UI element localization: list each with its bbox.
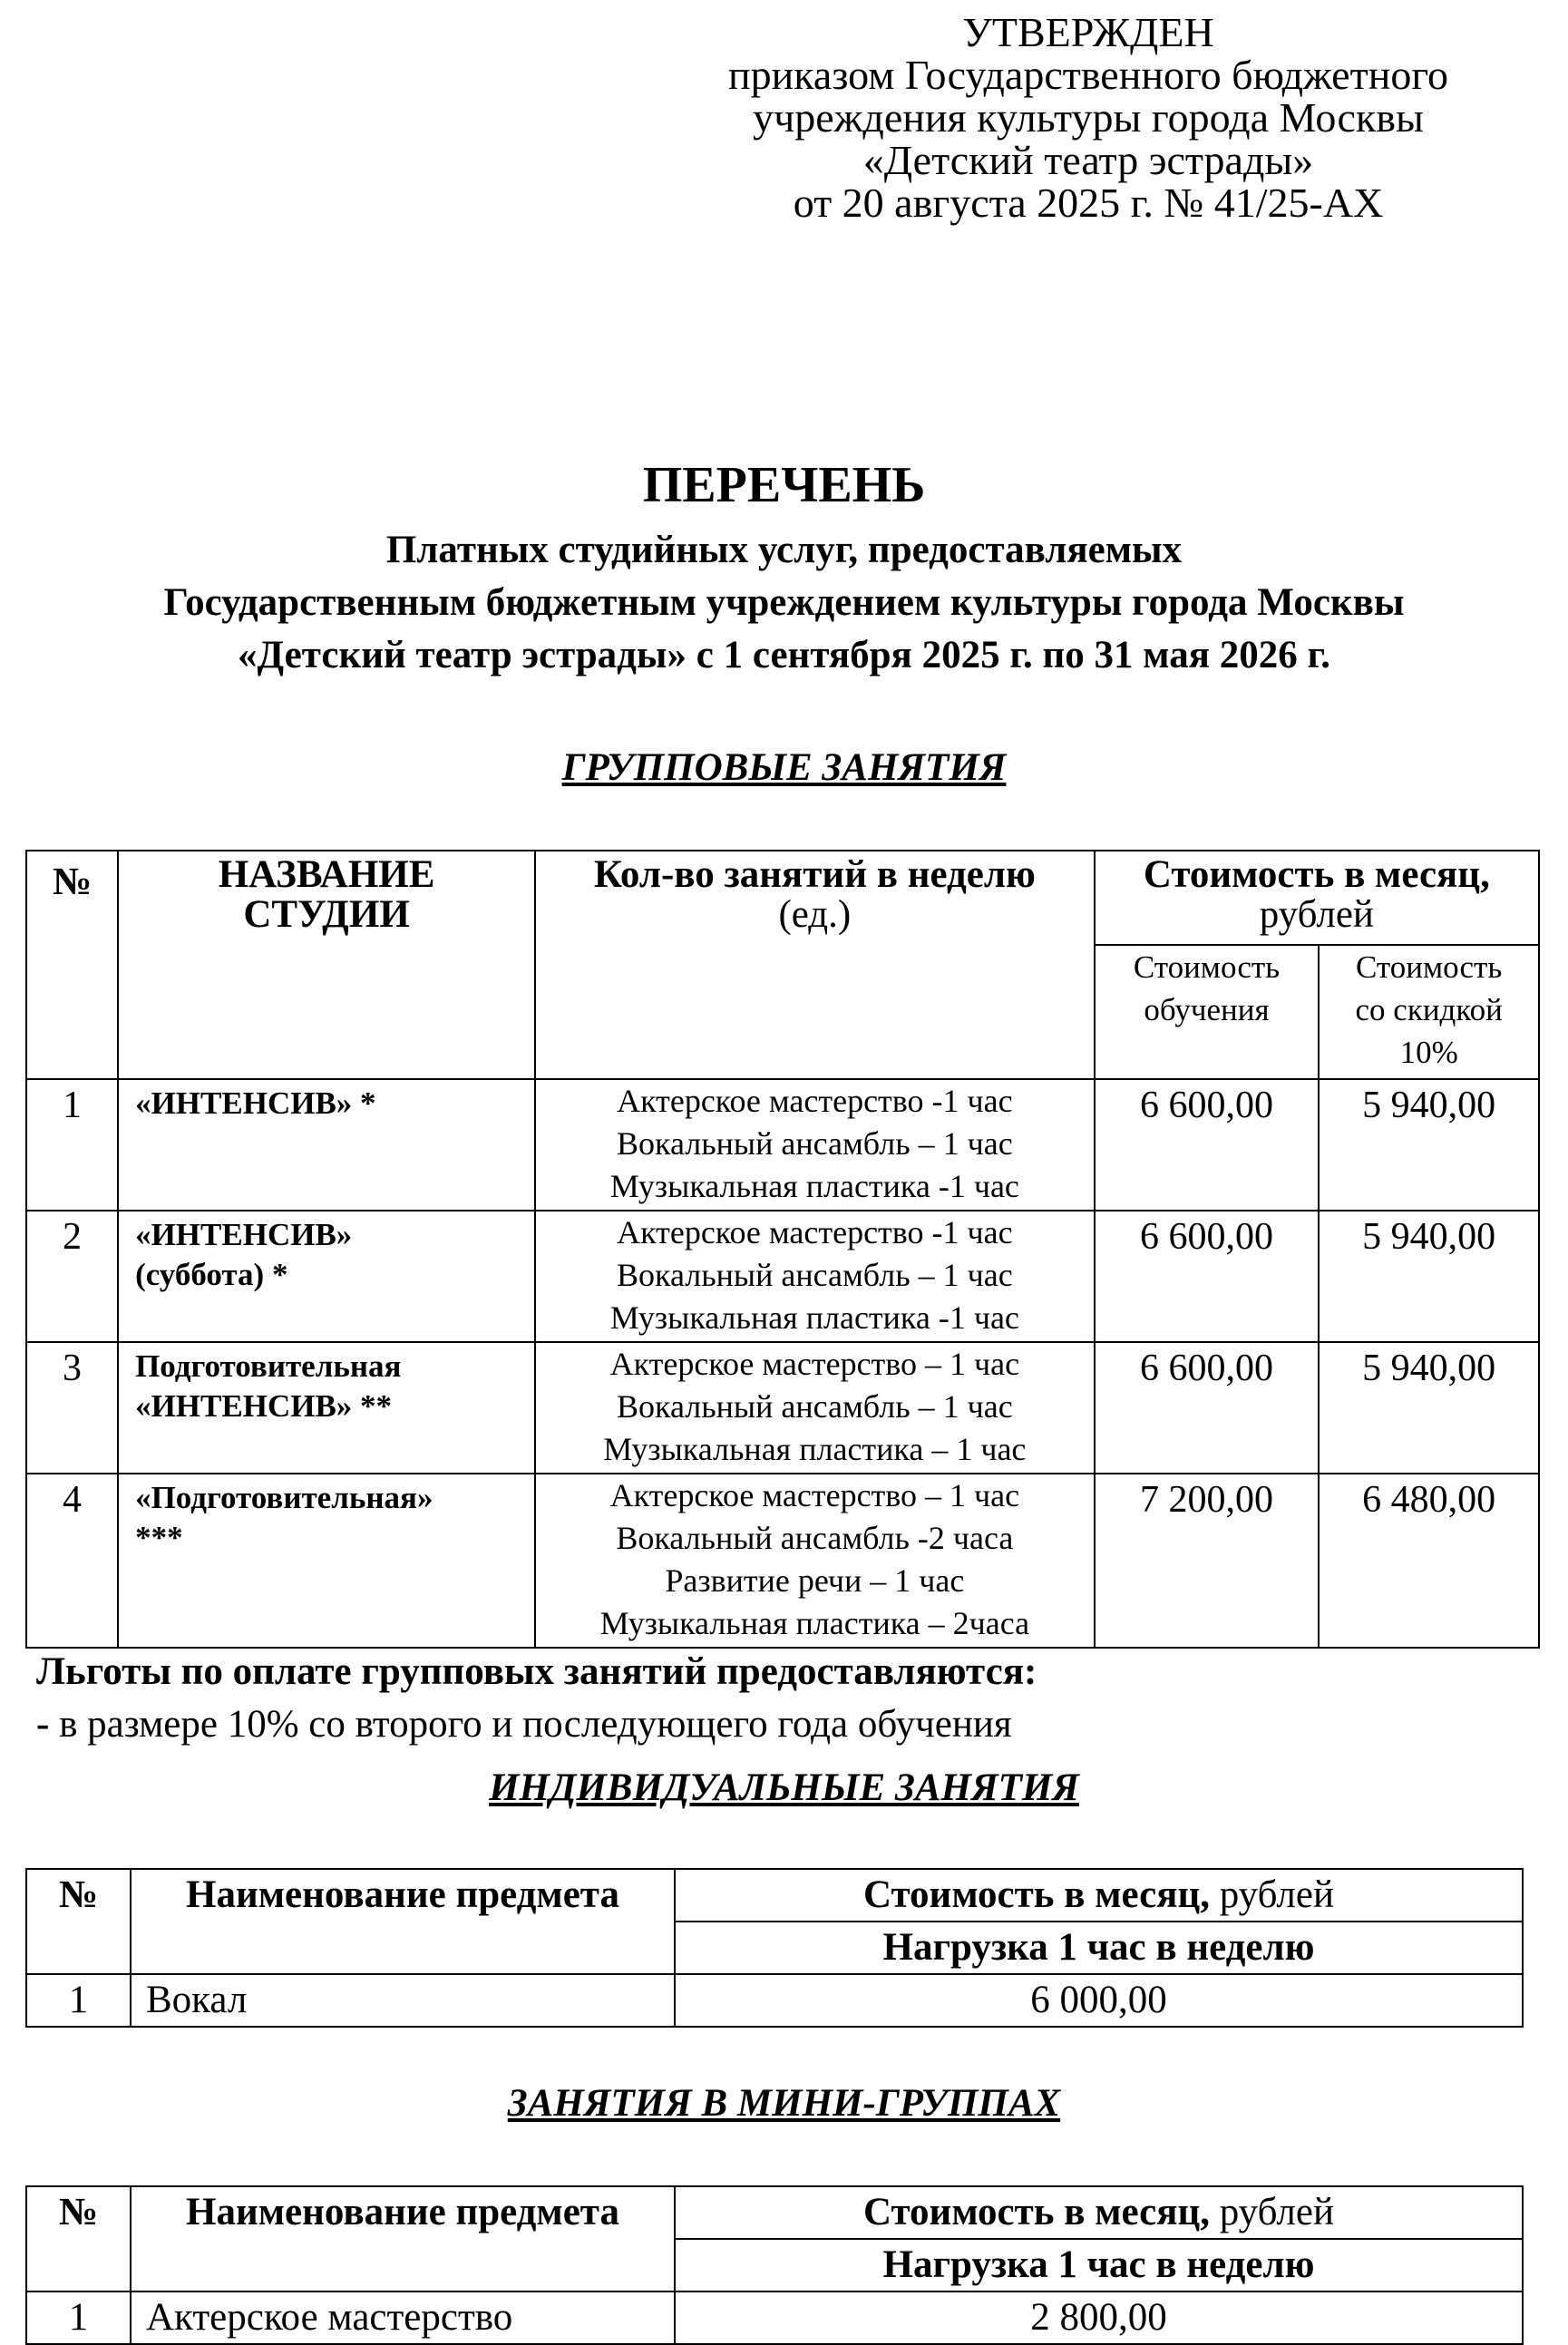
lesson-line: Вокальный ансамбль – 1 час: [617, 1257, 1013, 1293]
benefits-title: Льготы по оплате групповых занятий предоставляются:: [36, 1650, 1037, 1693]
header-cost: [675, 1869, 1523, 1922]
row-studio-name: [118, 1079, 535, 1211]
subtitle-line: «Детский театр эстрады» с 1 сентября 2025 г. по 31 мая 2026 г.: [238, 634, 1330, 676]
lesson-line: Актерское мастерство – 1 час: [609, 1346, 1020, 1382]
studio-name-line: ***: [135, 1520, 183, 1555]
row-price: 7 200,00: [1095, 1474, 1320, 1648]
row-lessons: [535, 1079, 1095, 1211]
lesson-line: Вокальный ансамбль -2 часа: [616, 1520, 1014, 1556]
lesson-line: Развитие речи – 1 час: [665, 1562, 965, 1599]
document-subtitle: [0, 524, 1568, 682]
lesson-line: Актерское мастерство -1 час: [617, 1214, 1013, 1250]
header-text: со скидкой: [1355, 992, 1503, 1027]
lesson-line: Актерское мастерство – 1 час: [609, 1477, 1020, 1513]
studio-name-line: Подготовительная: [135, 1348, 402, 1384]
subtitle-line: Платных студийных услуг, предоставляемых: [385, 529, 1183, 571]
header-num: №: [26, 2186, 131, 2291]
group-classes-table: [25, 850, 1540, 1649]
header-discount: [1319, 945, 1539, 1079]
row-subject: Вокал: [131, 1974, 675, 2027]
header-text: 10%: [1399, 1035, 1458, 1070]
header-load: Нагрузка 1 час в неделю: [675, 1922, 1523, 1974]
header-text: (ед.): [778, 893, 852, 936]
row-discount-price: 5 940,00: [1319, 1211, 1539, 1342]
header-lessons: [535, 851, 1095, 1079]
row-num: 1: [26, 1079, 118, 1211]
approval-line: приказом Государственного бюджетного: [727, 52, 1449, 98]
row-subject: Актерское мастерство: [131, 2291, 675, 2344]
approval-line: УТВЕРЖДЕН: [962, 9, 1214, 55]
header-text: Стоимость: [1133, 949, 1281, 985]
row-discount-price: 6 480,00: [1319, 1474, 1539, 1648]
row-studio-name: [118, 1474, 535, 1648]
header-cost-label: Стоимость в месяц,: [863, 2191, 1210, 2233]
header-text: НАЗВАНИЕ: [218, 853, 435, 896]
approval-line: «Детский театр эстрады»: [862, 137, 1314, 183]
row-studio-name: [118, 1342, 535, 1474]
header-studio-name: [118, 851, 535, 1079]
row-price: 6 000,00: [675, 1974, 1523, 2027]
lesson-line: Музыкальная пластика – 1 час: [603, 1431, 1027, 1467]
lesson-line: Музыкальная пластика -1 час: [609, 1299, 1019, 1336]
row-price: 6 600,00: [1095, 1342, 1320, 1474]
header-tuition: [1095, 945, 1320, 1079]
row-lessons: [535, 1342, 1095, 1474]
approval-block: [635, 11, 1542, 224]
header-cost-unit: рублей: [1210, 2191, 1334, 2233]
header-cost-unit: рублей: [1210, 1873, 1334, 1916]
row-discount-price: 5 940,00: [1319, 1342, 1539, 1474]
mini-section-heading: ЗАНЯТИЯ В МИНИ-ГРУППАХ: [507, 2082, 1061, 2125]
header-load: Нагрузка 1 час в неделю: [675, 2239, 1523, 2291]
table-row: [26, 1211, 1539, 1342]
header-num: №: [26, 851, 118, 1079]
header-text: Кол-во занятий в неделю: [593, 853, 1036, 896]
header-text: обучения: [1144, 992, 1270, 1027]
row-num: 2: [26, 1211, 118, 1342]
studio-name-line: «ИНТЕНСИВ» **: [135, 1388, 393, 1424]
lesson-line: Музыкальная пластика – 2часа: [599, 1605, 1030, 1641]
studio-name-line: (суббота) *: [135, 1257, 288, 1292]
table-row: [26, 1079, 1539, 1211]
row-lessons: [535, 1211, 1095, 1342]
header-subject: Наименование предмета: [131, 1869, 675, 1974]
row-studio-name: [118, 1211, 535, 1342]
header-text: рублей: [1259, 893, 1374, 936]
individual-classes-table: [25, 1868, 1524, 2028]
lesson-line: Вокальный ансамбль – 1 час: [617, 1388, 1013, 1425]
group-section-heading: ГРУППОВЫЕ ЗАНЯТИЯ: [561, 746, 1007, 789]
row-lessons: [535, 1474, 1095, 1648]
table-row: [26, 1342, 1539, 1474]
individual-section-heading: ИНДИВИДУАЛЬНЫЕ ЗАНЯТИЯ: [489, 1766, 1079, 1809]
row-price: 6 600,00: [1095, 1079, 1320, 1211]
header-cost: [675, 2186, 1523, 2239]
row-num: 3: [26, 1342, 118, 1474]
lesson-line: Музыкальная пластика -1 час: [609, 1168, 1019, 1204]
row-price: 6 600,00: [1095, 1211, 1320, 1342]
approval-line: учреждения культуры города Москвы: [753, 94, 1424, 141]
studio-name-line: «ИНТЕНСИВ» *: [135, 1085, 376, 1121]
header-cost-label: Стоимость в месяц,: [863, 1873, 1210, 1916]
document-title: ПЕРЕЧЕНЬ: [642, 457, 926, 513]
benefits-item: [36, 1698, 1037, 1751]
header-text: Стоимость в месяц,: [1143, 853, 1490, 896]
lesson-line: Вокальный ансамбль – 1 час: [617, 1125, 1013, 1162]
lesson-line: Актерское мастерство -1 час: [617, 1083, 1013, 1119]
studio-name-line: «Подготовительная»: [135, 1480, 433, 1515]
row-num: 1: [26, 2291, 131, 2344]
studio-name-line: «ИНТЕНСИВ»: [135, 1217, 353, 1252]
header-subject: Наименование предмета: [131, 2186, 675, 2291]
table-row: [26, 1974, 1523, 2027]
header-cost: [1095, 851, 1539, 945]
row-discount-price: 5 940,00: [1319, 1079, 1539, 1211]
header-text: Стоимость: [1356, 949, 1503, 985]
row-price: 2 800,00: [675, 2291, 1523, 2344]
table-row: [26, 1474, 1539, 1648]
subtitle-line: Государственным бюджетным учреждением культуры города Москвы: [163, 581, 1405, 624]
table-row: [26, 2291, 1523, 2344]
benefits-text: в размере 10% со второго и последующего года обучения: [49, 1703, 1012, 1746]
header-text: СТУДИИ: [243, 893, 410, 936]
benefits-dash: -: [36, 1703, 50, 1746]
header-num: №: [26, 1869, 131, 1974]
row-num: 1: [26, 1974, 131, 2027]
row-num: 4: [26, 1474, 118, 1648]
benefits-block: [36, 1646, 1037, 1751]
approval-line: от 20 августа 2025 г. № 41/25-АХ: [793, 180, 1384, 226]
